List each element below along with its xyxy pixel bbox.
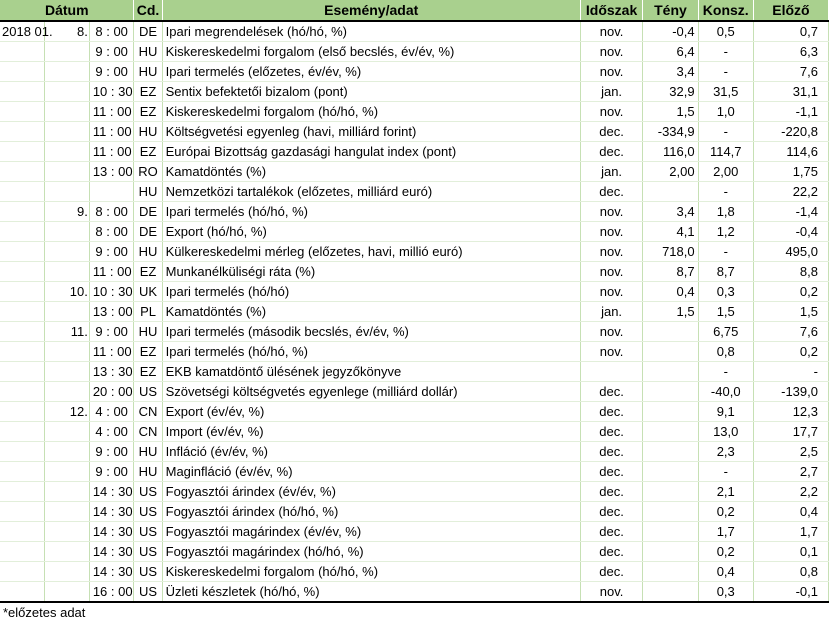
cell-country-code: EZ [134,362,162,382]
header-consensus: Konsz. [698,0,753,21]
cell-previous: 2,2 [753,482,828,502]
header-cd: Cd. [134,0,162,21]
cell-consensus: 0,2 [698,542,753,562]
cell-actual [643,362,698,382]
header-row [0,0,829,21]
cell-event: Ipari termelés (hó/hó, %) [162,202,580,222]
table-row [0,282,829,302]
cell-previous: 7,6 [753,322,828,342]
cell-time: 11 : 00 [89,142,134,162]
cell-date [0,182,45,202]
cell-previous: 2,5 [753,442,828,462]
cell-country-code: HU [134,462,162,482]
cell-consensus: 6,75 [698,322,753,342]
table-row [0,522,829,542]
cell-previous: 0,7 [753,21,828,42]
cell-day [45,82,90,102]
cell-actual: 4,1 [643,222,698,242]
cell-period: nov. [580,322,643,342]
cell-consensus: 9,1 [698,402,753,422]
cell-time [89,182,134,202]
cell-actual [643,502,698,522]
cell-day [45,482,90,502]
cell-previous: 7,6 [753,62,828,82]
cell-consensus: - [698,362,753,382]
cell-previous: 12,3 [753,402,828,422]
cell-event: Munkanélküliségi ráta (%) [162,262,580,282]
cell-consensus: 0,5 [698,21,753,42]
cell-period: nov. [580,282,643,302]
cell-previous: 17,7 [753,422,828,442]
cell-day [45,442,90,462]
cell-previous: 22,2 [753,182,828,202]
cell-previous: 6,3 [753,42,828,62]
cell-date [0,542,45,562]
cell-actual [643,522,698,542]
cell-consensus: 0,2 [698,502,753,522]
cell-previous: 1,75 [753,162,828,182]
cell-date [0,122,45,142]
cell-period: nov. [580,202,643,222]
cell-day [45,162,90,182]
cell-date [0,242,45,262]
cell-period: jan. [580,302,643,322]
cell-day [45,462,90,482]
cell-time: 11 : 00 [89,122,134,142]
cell-time: 4 : 00 [89,422,134,442]
cell-actual [643,322,698,342]
cell-country-code: HU [134,242,162,262]
cell-actual [643,442,698,462]
cell-consensus: 1,7 [698,522,753,542]
cell-time: 9 : 00 [89,462,134,482]
cell-country-code: EZ [134,342,162,362]
cell-event: Maginfláció (év/év, %) [162,462,580,482]
cell-period: nov. [580,262,643,282]
cell-actual: 2,00 [643,162,698,182]
cell-actual: 1,5 [643,302,698,322]
cell-date [0,282,45,302]
cell-time: 9 : 00 [89,42,134,62]
table-row [0,242,829,262]
cell-period: nov. [580,62,643,82]
cell-time: 4 : 00 [89,402,134,422]
cell-period: nov. [580,582,643,603]
cell-actual [643,482,698,502]
cell-day [45,562,90,582]
cell-event: Infláció (év/év, %) [162,442,580,462]
table-row [0,382,829,402]
table-row [0,362,829,382]
cell-time: 11 : 00 [89,262,134,282]
cell-consensus: 0,3 [698,282,753,302]
cell-actual [643,542,698,562]
cell-period: dec. [580,382,643,402]
table-row [0,21,829,42]
cell-consensus: 8,7 [698,262,753,282]
cell-consensus: 114,7 [698,142,753,162]
cell-consensus: 2,1 [698,482,753,502]
cell-event: Nemzetközi tartalékok (előzetes, milliárd euró) [162,182,580,202]
cell-period: nov. [580,42,643,62]
cell-actual: 0,4 [643,282,698,302]
cell-day: 12. [45,402,90,422]
cell-previous: -0,1 [753,582,828,603]
cell-country-code: DE [134,21,162,42]
cell-period: dec. [580,482,643,502]
cell-country-code: HU [134,122,162,142]
cell-day [45,122,90,142]
cell-previous: 0,2 [753,282,828,302]
cell-previous: - [753,362,828,382]
cell-date [0,302,45,322]
table-row [0,482,829,502]
cell-period: dec. [580,122,643,142]
cell-consensus: 2,00 [698,162,753,182]
cell-time: 8 : 00 [89,202,134,222]
cell-country-code: EZ [134,262,162,282]
cell-actual [643,402,698,422]
cell-day: 9. [45,202,90,222]
cell-time: 16 : 00 [89,582,134,603]
cell-day [45,302,90,322]
cell-consensus: 31,5 [698,82,753,102]
cell-previous: 114,6 [753,142,828,162]
cell-country-code: HU [134,62,162,82]
table-row [0,502,829,522]
cell-period: dec. [580,562,643,582]
cell-country-code: US [134,522,162,542]
cell-actual [643,422,698,442]
cell-consensus: 0,3 [698,582,753,603]
cell-country-code: US [134,502,162,522]
cell-actual: -0,4 [643,21,698,42]
cell-day [45,342,90,362]
footnote: *előzetes adat [3,605,86,620]
table-row [0,402,829,422]
cell-event: Külkereskedelmi mérleg (előzetes, havi, millió euró) [162,242,580,262]
table-row [0,562,829,582]
cell-period: nov. [580,21,643,42]
cell-date [0,222,45,242]
cell-previous: -0,4 [753,222,828,242]
cell-day: 10. [45,282,90,302]
cell-previous: 31,1 [753,82,828,102]
table-row [0,302,829,322]
cell-previous: 8,8 [753,262,828,282]
cell-period: dec. [580,462,643,482]
cell-date [0,322,45,342]
cell-consensus: - [698,242,753,262]
cell-day [45,522,90,542]
cell-consensus: 1,8 [698,202,753,222]
cell-consensus: 0,8 [698,342,753,362]
cell-event: EKB kamatdöntő ülésének jegyzőkönyve [162,362,580,382]
cell-event: Üzleti készletek (hó/hó, %) [162,582,580,603]
cell-period: dec. [580,502,643,522]
cell-event: Kiskereskedelmi forgalom (első becslés, év/év, %) [162,42,580,62]
cell-day: 8. [45,21,90,42]
cell-date [0,102,45,122]
cell-country-code: US [134,482,162,502]
cell-previous: -220,8 [753,122,828,142]
cell-period: dec. [580,402,643,422]
cell-event: Fogyasztói árindex (hó/hó, %) [162,502,580,522]
cell-previous: 1,7 [753,522,828,542]
table-row [0,422,829,442]
cell-country-code: DE [134,222,162,242]
table-row [0,102,829,122]
cell-actual: -334,9 [643,122,698,142]
cell-date [0,82,45,102]
cell-country-code: HU [134,42,162,62]
cell-event: Kamatdöntés (%) [162,162,580,182]
table-row [0,262,829,282]
cell-event: Ipari termelés (hó/hó) [162,282,580,302]
cell-previous: -1,1 [753,102,828,122]
cell-time: 14 : 30 [89,502,134,522]
cell-date [0,522,45,542]
cell-date [0,582,45,603]
cell-date: 2018 01. [0,21,45,42]
cell-actual: 32,9 [643,82,698,102]
cell-event: Export (hó/hó, %) [162,222,580,242]
cell-time: 14 : 30 [89,562,134,582]
cell-previous: 495,0 [753,242,828,262]
cell-date [0,422,45,442]
cell-country-code: CN [134,422,162,442]
table-row [0,322,829,342]
cell-country-code: DE [134,202,162,222]
cell-previous: -1,4 [753,202,828,222]
cell-country-code: EZ [134,102,162,122]
cell-previous: 2,7 [753,462,828,482]
cell-consensus: 1,5 [698,302,753,322]
table-row [0,202,829,222]
cell-time: 11 : 00 [89,342,134,362]
cell-actual: 116,0 [643,142,698,162]
cell-time: 14 : 30 [89,522,134,542]
cell-time: 13 : 30 [89,362,134,382]
cell-day [45,242,90,262]
cell-day [45,582,90,603]
cell-consensus: 2,3 [698,442,753,462]
table-row [0,82,829,102]
cell-country-code: EZ [134,82,162,102]
cell-event: Kiskereskedelmi forgalom (hó/hó, %) [162,102,580,122]
cell-time: 13 : 00 [89,162,134,182]
cell-date [0,42,45,62]
cell-date [0,62,45,82]
cell-period: dec. [580,522,643,542]
cell-country-code: EZ [134,142,162,162]
cell-period: dec. [580,422,643,442]
cell-date [0,202,45,222]
cell-consensus: 0,4 [698,562,753,582]
cell-consensus: - [698,42,753,62]
cell-event: Fogyasztói árindex (év/év, %) [162,482,580,502]
cell-time: 13 : 00 [89,302,134,322]
table-row [0,222,829,242]
cell-period: dec. [580,142,643,162]
table-row [0,122,829,142]
cell-previous: 0,4 [753,502,828,522]
cell-time: 14 : 30 [89,542,134,562]
table-row [0,162,829,182]
cell-country-code: RO [134,162,162,182]
cell-time: 8 : 00 [89,21,134,42]
cell-event: Import (év/év, %) [162,422,580,442]
cell-consensus: - [698,462,753,482]
cell-time: 10 : 30 [89,282,134,302]
cell-event: Export (év/év, %) [162,402,580,422]
header-previous: Előző [753,0,828,21]
table-row [0,462,829,482]
cell-country-code: US [134,582,162,603]
cell-date [0,442,45,462]
cell-previous: 0,1 [753,542,828,562]
cell-period: nov. [580,102,643,122]
cell-period: dec. [580,442,643,462]
cell-day [45,382,90,402]
cell-day: 11. [45,322,90,342]
cell-period: dec. [580,542,643,562]
cell-time: 9 : 00 [89,242,134,262]
cell-day [45,542,90,562]
cell-actual [643,382,698,402]
cell-period: dec. [580,182,643,202]
cell-date [0,402,45,422]
cell-country-code: US [134,542,162,562]
cell-period: nov. [580,242,643,262]
cell-time: 20 : 00 [89,382,134,402]
cell-day [45,422,90,442]
cell-period: jan. [580,82,643,102]
cell-day [45,502,90,522]
cell-previous: -139,0 [753,382,828,402]
cell-actual: 3,4 [643,202,698,222]
header-period: Időszak [580,0,643,21]
cell-day [45,102,90,122]
cell-actual: 1,5 [643,102,698,122]
cell-day [45,362,90,382]
cell-event: Európai Bizottság gazdasági hangulat index (pont) [162,142,580,162]
cell-date [0,262,45,282]
cell-date [0,462,45,482]
table-row [0,442,829,462]
cell-time: 9 : 00 [89,322,134,342]
cell-date [0,162,45,182]
cell-consensus: - [698,182,753,202]
cell-event: Költségvetési egyenleg (havi, milliárd forint) [162,122,580,142]
cell-country-code: HU [134,182,162,202]
cell-consensus: - [698,62,753,82]
cell-actual [643,342,698,362]
cell-consensus: 13,0 [698,422,753,442]
cell-event: Ipari termelés (második becslés, év/év, %) [162,322,580,342]
cell-period: nov. [580,342,643,362]
cell-country-code: US [134,382,162,402]
cell-event: Kamatdöntés (%) [162,302,580,322]
table-row [0,582,829,603]
cell-consensus: - [698,122,753,142]
cell-consensus: 1,2 [698,222,753,242]
cell-actual [643,582,698,603]
cell-previous: 0,8 [753,562,828,582]
cell-event: Szövetségi költségvetés egyenlege (milliárd dollár) [162,382,580,402]
cell-event: Ipari termelés (előzetes, év/év, %) [162,62,580,82]
cell-consensus: -40,0 [698,382,753,402]
cell-time: 9 : 00 [89,442,134,462]
cell-day [45,182,90,202]
cell-day [45,142,90,162]
cell-actual [643,182,698,202]
cell-actual: 3,4 [643,62,698,82]
cell-day [45,222,90,242]
cell-event: Kiskereskedelmi forgalom (hó/hó, %) [162,562,580,582]
cell-previous: 1,5 [753,302,828,322]
cell-event: Sentix befektetői bizalom (pont) [162,82,580,102]
cell-country-code: HU [134,442,162,462]
cell-actual [643,462,698,482]
cell-time: 9 : 00 [89,62,134,82]
cell-date [0,382,45,402]
cell-time: 8 : 00 [89,222,134,242]
cell-event: Fogyasztói magárindex (hó/hó, %) [162,542,580,562]
cell-date [0,482,45,502]
cell-day [45,42,90,62]
cell-previous: 0,2 [753,342,828,362]
cell-event: Ipari megrendelések (hó/hó, %) [162,21,580,42]
table-row [0,182,829,202]
header-actual: Tény [643,0,698,21]
cell-actual: 6,4 [643,42,698,62]
table-row [0,62,829,82]
cell-period: jan. [580,162,643,182]
cell-country-code: UK [134,282,162,302]
cell-day [45,262,90,282]
cell-date [0,502,45,522]
header-date: Dátum [0,0,134,21]
cell-time: 10 : 30 [89,82,134,102]
cell-date [0,142,45,162]
header-event: Esemény/adat [162,0,580,21]
table-row [0,542,829,562]
cell-country-code: CN [134,402,162,422]
cell-actual [643,562,698,582]
cell-actual: 8,7 [643,262,698,282]
cell-day [45,62,90,82]
cell-consensus: 1,0 [698,102,753,122]
cell-country-code: HU [134,322,162,342]
cell-country-code: PL [134,302,162,322]
cell-period: nov. [580,222,643,242]
table-row [0,142,829,162]
cell-date [0,562,45,582]
cell-actual: 718,0 [643,242,698,262]
cell-time: 11 : 00 [89,102,134,122]
cell-country-code: US [134,562,162,582]
table-row [0,342,829,362]
table-row [0,42,829,62]
cell-period [580,362,643,382]
cell-date [0,362,45,382]
cell-event: Fogyasztói magárindex (év/év, %) [162,522,580,542]
cell-date [0,342,45,362]
cell-time: 14 : 30 [89,482,134,502]
cell-event: Ipari termelés (hó/hó, %) [162,342,580,362]
